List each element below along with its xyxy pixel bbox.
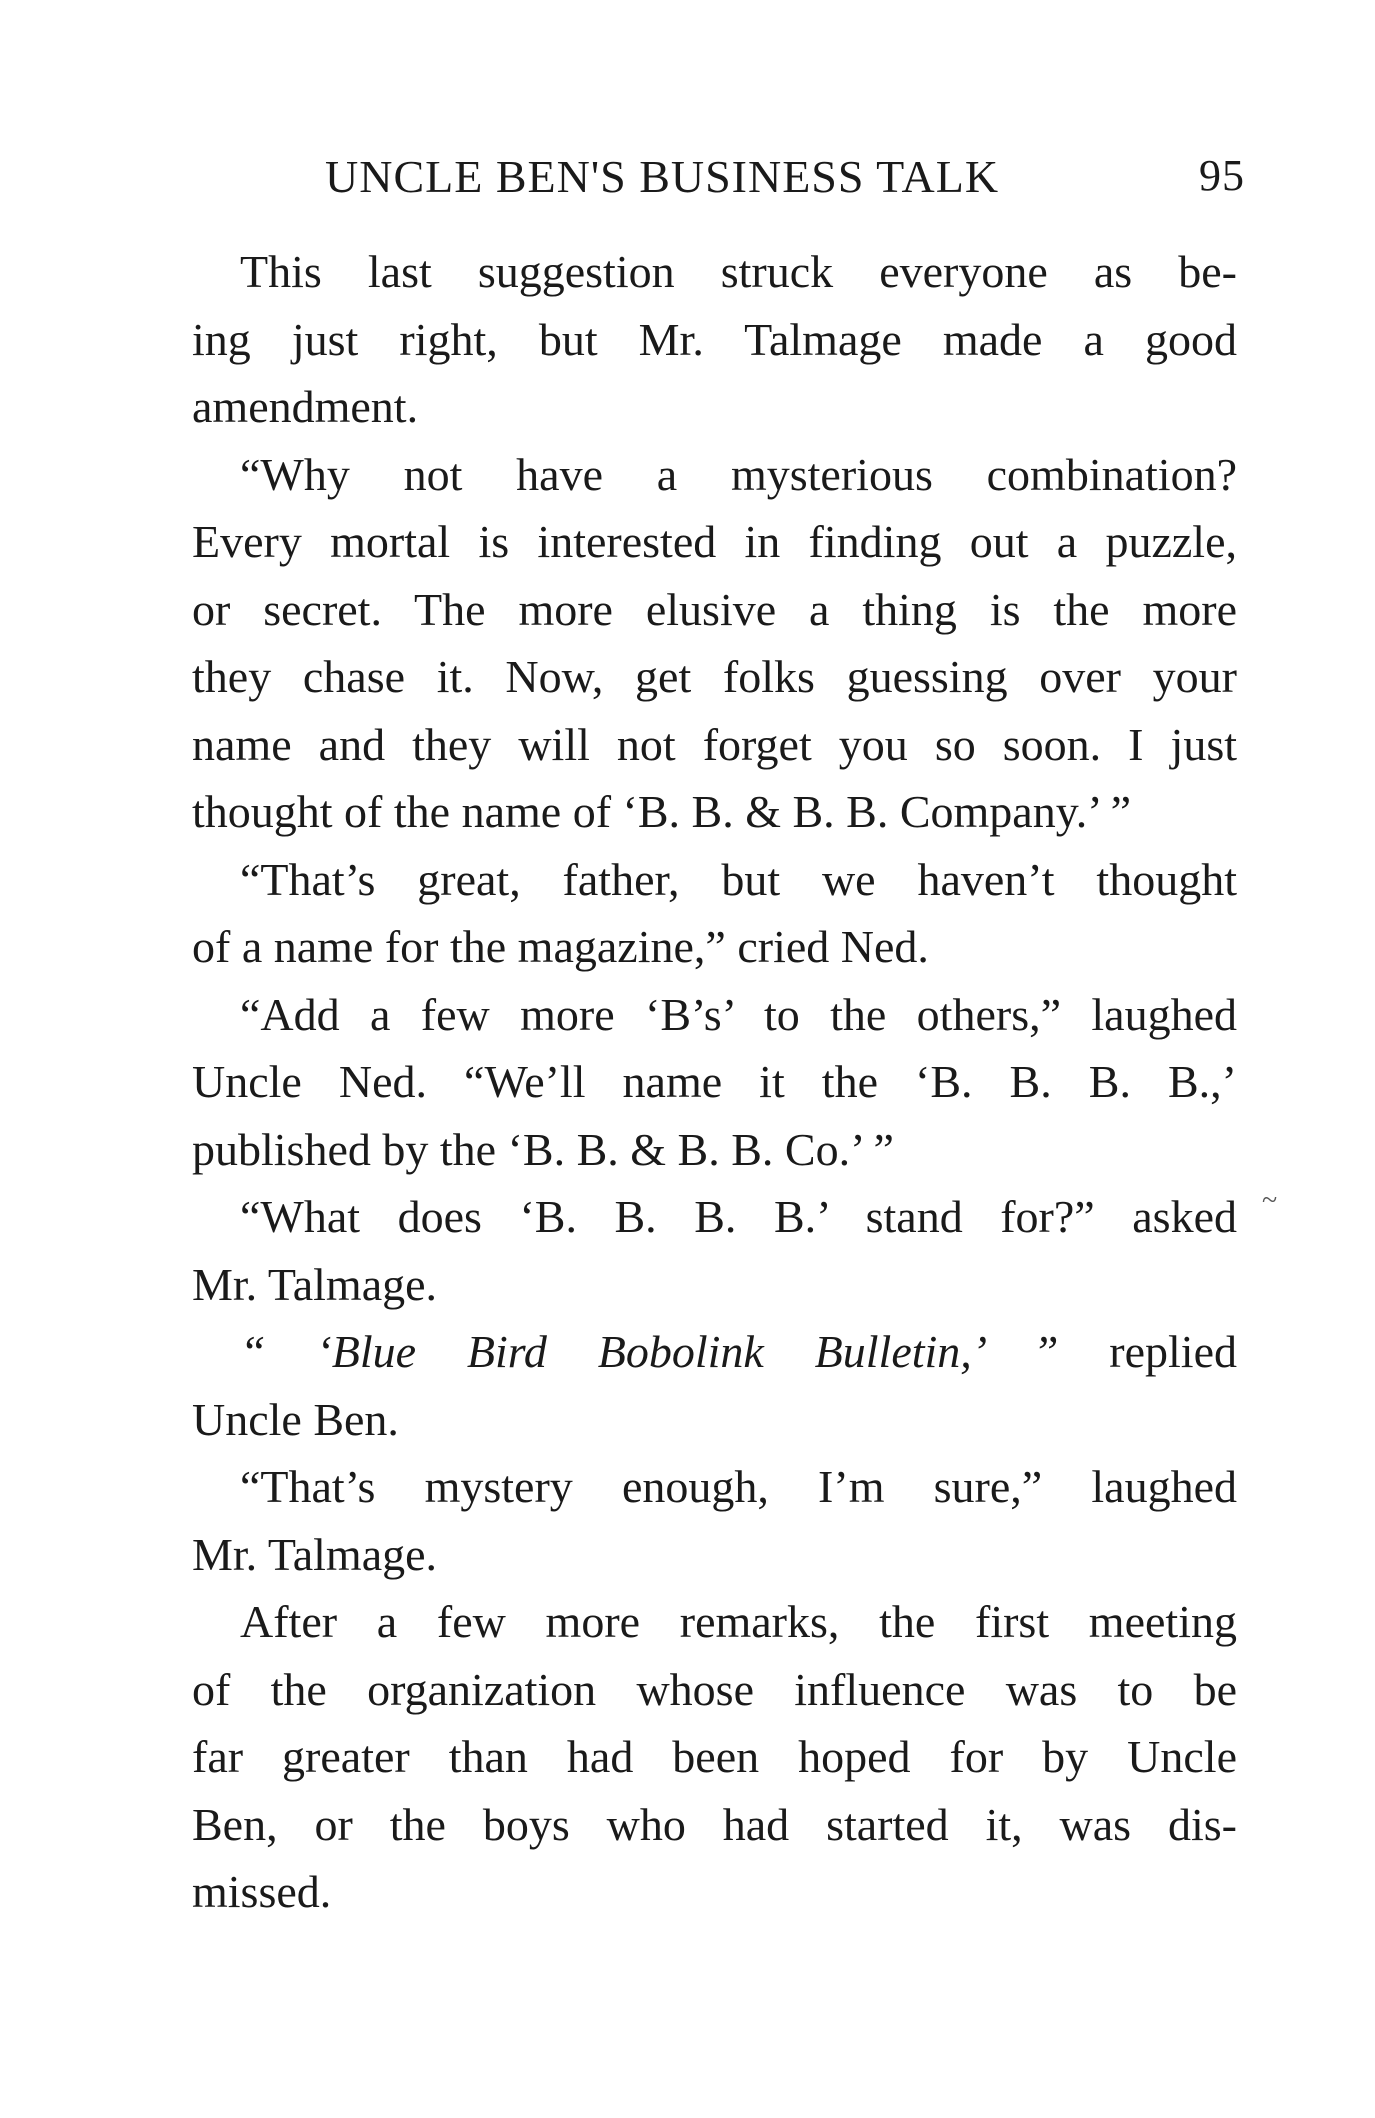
italic-title-text: “ ‘Blue Bird Bobolink Bulletin,’ ” — [240, 1326, 1059, 1377]
roman-text: replied — [1058, 1326, 1237, 1377]
page-number: 95 — [1199, 151, 1245, 200]
margin-mark: ~ — [1262, 1185, 1278, 1216]
text-line: ing just right, but Mr. Talmage made a good — [192, 313, 1237, 365]
text-line: Every mortal is interested in finding out a puzzle, — [192, 516, 1237, 567]
text-line: “Why not have a mysterious combination? — [240, 448, 1237, 500]
text-line: of a name for the magazine,” cried Ned. — [192, 921, 929, 972]
text-line: they chase it. Now, get folks guessing over your — [192, 651, 1237, 702]
running-head — [325, 150, 1245, 200]
text-line: amendment. — [192, 381, 419, 432]
text-line: Ben, or the boys who had started it, was dis- — [192, 1798, 1237, 1850]
text-line: This last suggestion struck everyone as be- — [240, 246, 1237, 297]
text-line: “Add a few more ‘B’s’ to the others,” laughed — [240, 988, 1237, 1040]
text-line: Mr. Talmage. — [192, 1528, 438, 1580]
text-line: thought of the name of ‘B. B. & B. B. Company.’ ” — [192, 786, 1132, 837]
text-line: published by the ‘B. B. & B. B. Co.’ ” — [192, 1123, 894, 1175]
text-line: Uncle Ben. — [192, 1393, 399, 1445]
running-head-title: UNCLE BEN'S BUSINESS TALK — [325, 151, 1000, 202]
text-line: “What does ‘B. B. B. B.’ stand for?” asked — [240, 1191, 1237, 1242]
text-line: or secret. The more elusive a thing is the more — [192, 583, 1237, 635]
text-line: of the organization whose influence was to be — [192, 1663, 1237, 1715]
text-line: far greater than had been hoped for by Uncle — [192, 1731, 1237, 1782]
text-line: name and they will not forget you so soon. I just — [192, 718, 1237, 770]
text-line: “That’s mystery enough, I’m sure,” laughed — [240, 1461, 1237, 1512]
text-line: Mr. Talmage. — [192, 1258, 438, 1310]
text-line — [192, 1318, 1237, 1386]
text-line: Uncle Ned. “We’ll name it the ‘B. B. B. B.,’ — [192, 1056, 1237, 1107]
body-text — [192, 238, 1237, 1926]
text-line: missed. — [192, 1866, 332, 1917]
text-line: “That’s great, father, but we haven’t thought — [240, 853, 1237, 905]
text-line: After a few more remarks, the first meeting — [240, 1596, 1237, 1647]
